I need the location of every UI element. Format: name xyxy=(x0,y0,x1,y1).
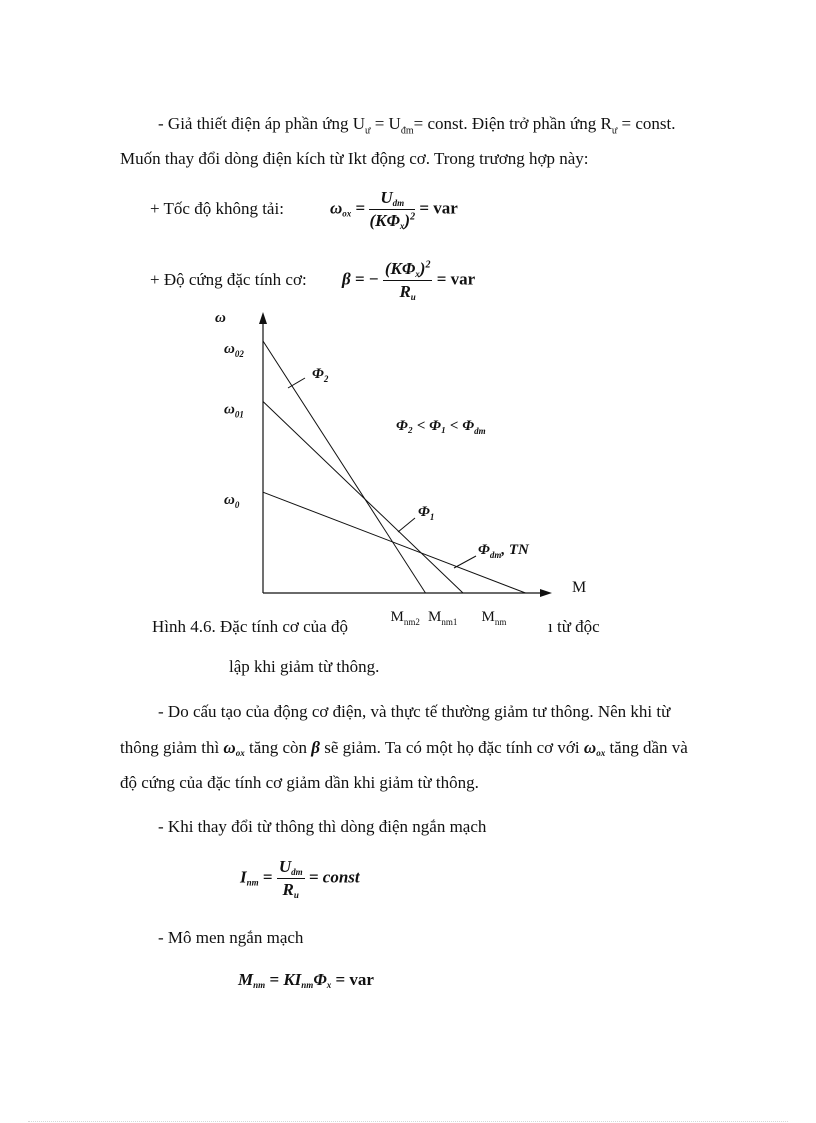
para2-line3: độ cứng của đặc tính cơ giảm dần khi giảm từ thông. xyxy=(120,773,479,792)
item1-fraction: $\frac{U_{dm}}{(K\Phi_x)^2}$ xyxy=(369,188,416,231)
x-tick-mnm2: $M_{nm2}$ xyxy=(390,609,420,627)
figure-caption-line1a: Hình 4.6. Đặc tính cơ của độ xyxy=(152,617,348,636)
x-axis-arrow xyxy=(540,589,552,597)
x-tick-mnm: $M_{nm}$ xyxy=(481,609,507,627)
para1-line1: - Giả thiết điện áp phần ứng $U_ư = U_{đm}=$ const. Điện trở phần ứng $R_ư$ = const. xyxy=(158,114,676,137)
page-bottom-rule xyxy=(28,1121,788,1122)
y-tick-omega-02: $\omega_{02}$ xyxy=(224,341,244,359)
series-leader-2 xyxy=(398,518,415,532)
series-label-3: $\Phi_{dm}$, TN xyxy=(478,542,529,560)
series-label-1: $\Phi_2$ xyxy=(312,366,329,384)
para4-formula: $M_{nm} = KI_{nm}\Phi_x$ = var xyxy=(238,970,374,990)
item2-formula: β = − $\frac{(K\Phi_x)^2}{R_u}$ = var xyxy=(342,259,476,302)
item1-label: + Tốc độ không tải: xyxy=(150,199,284,218)
y-tick-omega-0: $\omega_0$ xyxy=(224,492,240,511)
series-leader-3 xyxy=(454,556,476,568)
y-axis-title: ω xyxy=(215,310,226,326)
figure-caption-line2: lập khi giảm từ thông. xyxy=(229,657,380,676)
para2-line1: - Do cấu tạo của động cơ điện, và thực tế thường giảm tư thông. Nên khi từ xyxy=(158,702,671,721)
speed-torque-chart xyxy=(0,300,816,630)
item1-formula: $\omega_{ox}$ = $\frac{U_{dm}}{(K\Phi_x)^2}$ = var xyxy=(330,188,458,231)
figure-caption-line1b: ı từ độc xyxy=(548,617,600,636)
para1-line2: Muốn thay đổi dòng điện kích từ Ikt động cơ. Trong trương hợp này: xyxy=(120,149,589,168)
para3-fraction: $\frac{U_{dm}}{R_u}$ xyxy=(278,857,303,900)
chart-labels xyxy=(215,310,586,627)
item2-fraction: $\frac{(K\Phi_x)^2}{R_u}$ xyxy=(384,259,431,302)
series-line-1 xyxy=(263,341,426,593)
x-tick-mnm1: $M_{nm1}$ xyxy=(428,609,458,627)
y-axis-arrow xyxy=(259,312,267,324)
y-tick-omega-01: $\omega_{01}$ xyxy=(224,401,244,420)
x-axis-title: M xyxy=(572,579,587,596)
para3-formula: $I_{nm}$ = $\frac{U_{dm}}{R_u}$ = const xyxy=(240,857,360,900)
chart-annotation: $\Phi_2 < \Phi_1 < \Phi_{dm}$ xyxy=(396,418,486,436)
para4-text: - Mô men ngắn mạch xyxy=(158,928,304,947)
item2-label: + Độ cứng đặc tính cơ: xyxy=(150,270,307,289)
para3-text: - Khi thay đổi từ thông thì dòng điện ngắn mạch xyxy=(158,817,487,836)
series-label-2: $\Phi_1$ xyxy=(418,504,435,522)
para2-line2: thông giảm thì $\omega_{ox}$ tăng còn β sẽ giảm. Ta có một họ đặc tính cơ với $\omega_{ox}$ tăng dần và xyxy=(120,738,688,758)
